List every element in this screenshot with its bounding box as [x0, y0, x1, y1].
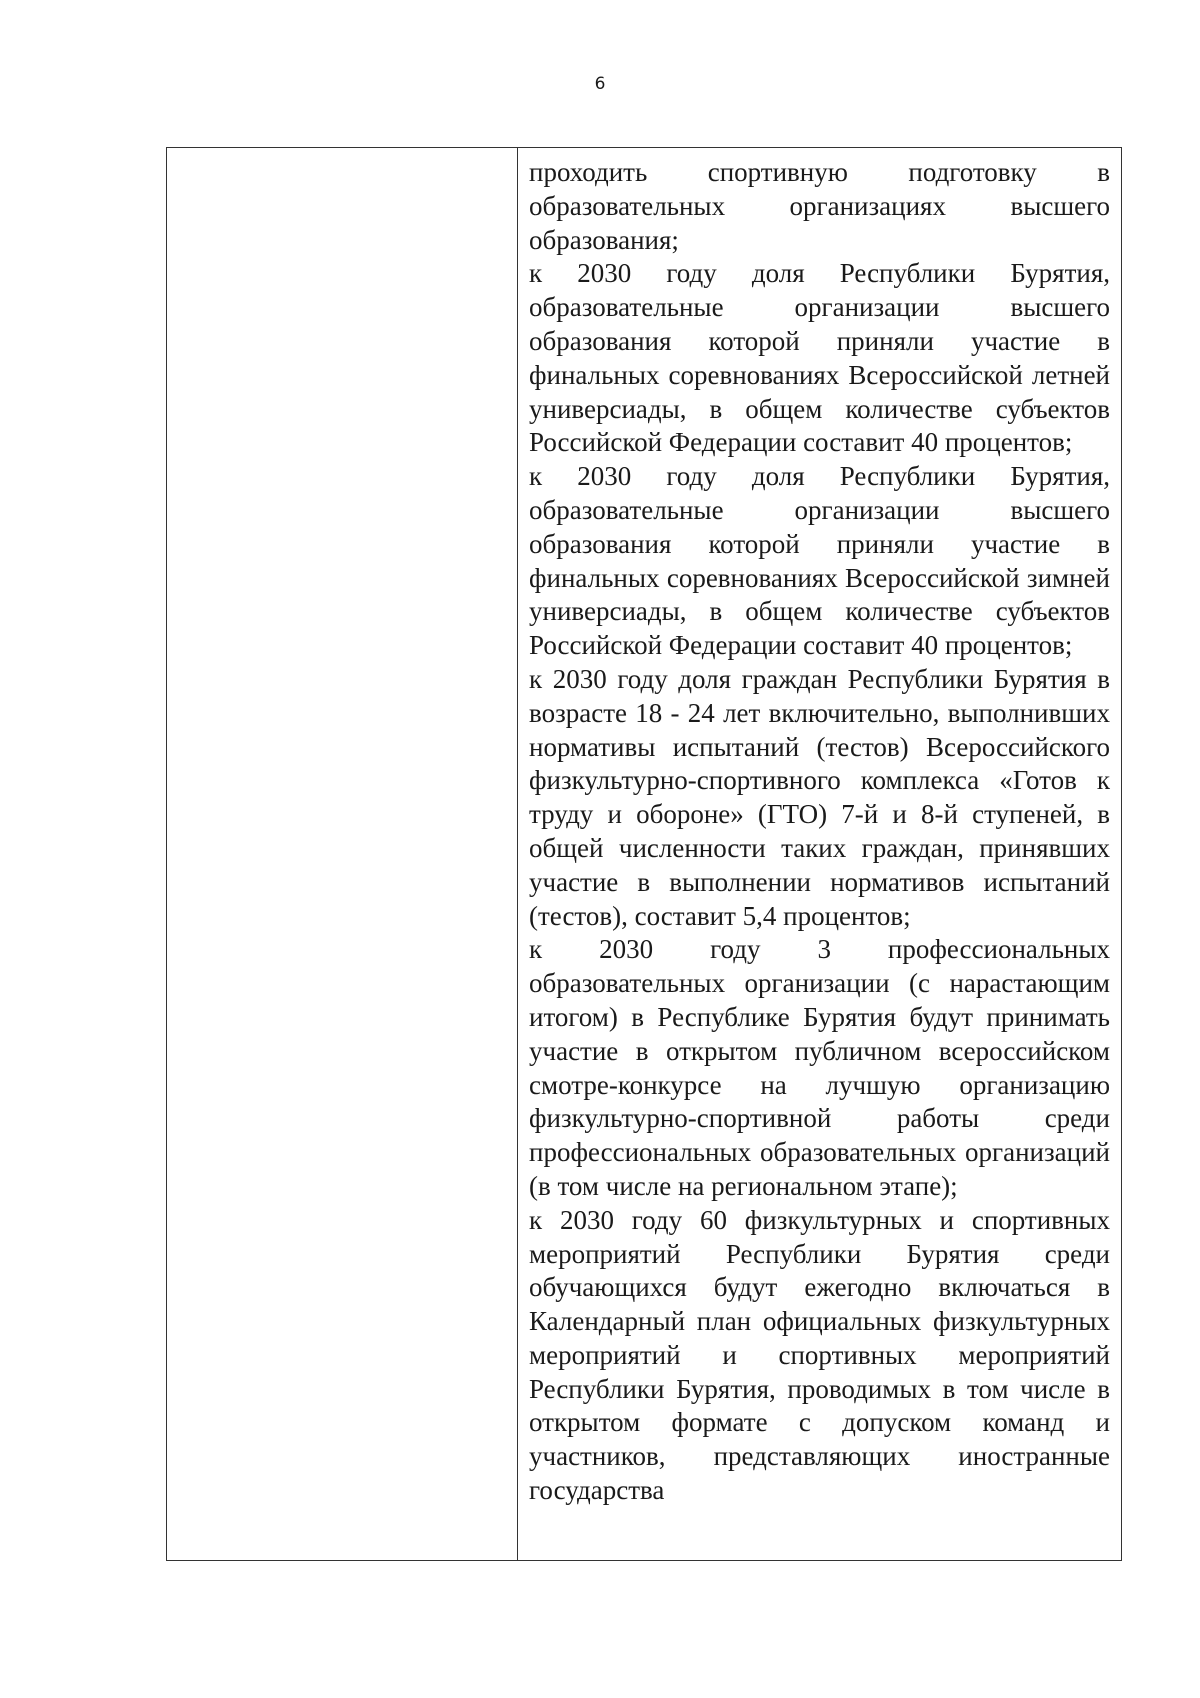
table-left-cell [167, 148, 518, 1560]
paragraph-sport-training: проходить спортивную подготовку в образовательных организациях высшего образования; [529, 157, 1110, 255]
paragraph-winter-universiade: к 2030 году доля Республики Бурятия, образовательные организации высшего образования которой приняли участие в финальных соревнованиях Всероссийской зимней универсиады, в общем количестве субъектов Российской Федерации составит 40 процентов; [529, 461, 1110, 661]
paragraph-contest-participation: к 2030 году 3 профессиональных образовательных организации (с нарастающим итогом) в Республике Бурятия будут принимать участие в открытом публичном всероссийском смотре-конкурсе на лучшую организацию физкультурно-спортивной работы среди профессиональных образовательных организаций (в том числе на региональном этапе); [529, 934, 1110, 1201]
table-right-cell [518, 148, 1121, 1560]
paragraph-gto-norms: к 2030 году доля граждан Республики Бурятия в возрасте 18 - 24 лет включительно, выполнивших нормативы испытаний (тестов) Всероссийского физкультурно-спортивного комплекса «Готов к труду и обороне» (ГТО) 7-й и 8-й ступеней, в общей численности таких граждан, принявших участие в выполнении нормативов испытаний (тестов), составит 5,4 процентов; [529, 663, 1110, 931]
paragraph-summer-universiade: к 2030 году доля Республики Бурятия, образовательные организации высшего образования которой приняли участие в финальных соревнованиях Всероссийской летней универсиады, в общем количестве субъектов Российской Федерации составит 40 процентов; [529, 258, 1110, 458]
content-table [166, 147, 1122, 1561]
page-number: 6 [594, 74, 606, 94]
paragraph-sport-events: к 2030 году 60 физкультурных и спортивных мероприятий Республики Бурятия среди обучающихся будут ежегодно включаться в Календарный план официальных физкультурных мероприятий и спортивных мероприятий Республики Бурятия, проводимых в том числе в открытом формате с допуском команд и участников, представляющих иностранные государства [529, 1204, 1110, 1506]
